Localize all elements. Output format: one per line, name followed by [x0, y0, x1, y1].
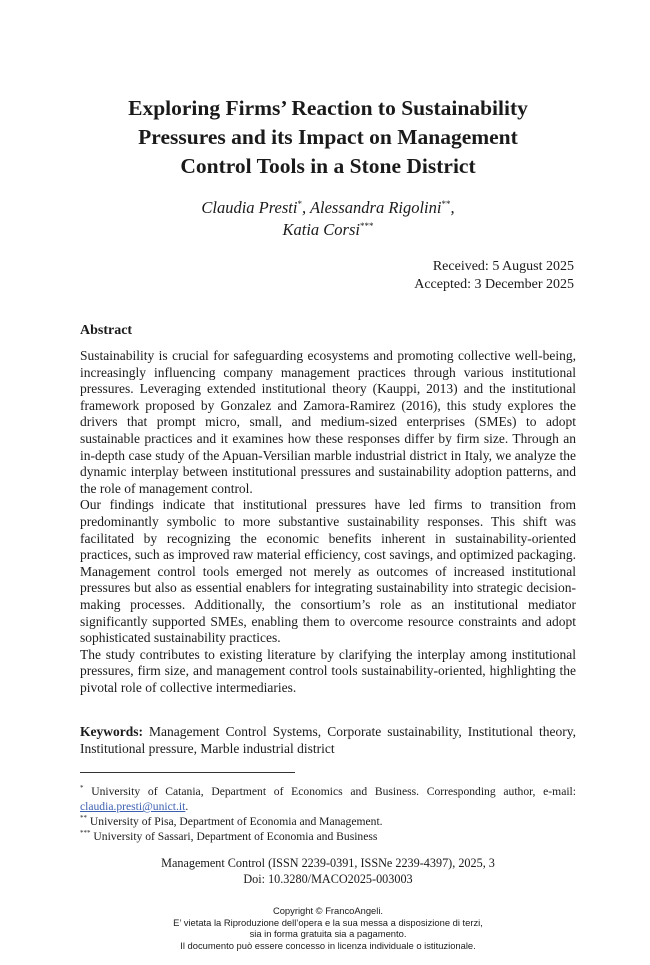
- author-list: [80, 197, 576, 241]
- abstract-body: [80, 348, 576, 696]
- abstract-paragraph: The study contributes to existing literature by clarifying the interplay among institutional pressures, firm size, and management control tools sustainability-oriented, highlighting the pivotal role of collective intermediaries.: [80, 646, 576, 695]
- author-affiliation-mark: **: [441, 199, 451, 209]
- article-title: [80, 94, 576, 181]
- author-line-1: [80, 197, 576, 219]
- journal-citation: [80, 855, 576, 887]
- footnote-text: University of Catania, Department of Economics and Business. Corresponding author, e-mail:: [83, 785, 576, 798]
- author-name: Alessandra Rigolini: [309, 198, 442, 217]
- keywords: [80, 724, 576, 757]
- footnote-1: [80, 784, 576, 814]
- abstract-paragraph: Sustainability is crucial for safeguarding ecosystems and promoting collective well-being, increasingly influencing company management practices through various institutional pressures. Leveraging extended institutional theory (Kauppi, 2013) and the institutional framework proposed by Gonzalez and Zamora-Ramirez (2016), this study explores the drivers that prompt micro, small, and medium-sized enterprises (SMEs) to adopt sustainable practices and it examines how these responses differ by firm size. Through an in-depth case study of the Apuan-Versilian marble industrial district in Italy, we analyze the dynamic interplay between institutional pressures and sustainability adoption patterns, and the role of management control.: [80, 348, 576, 496]
- copyright-line: Copyright © FrancoAngeli.: [272, 905, 384, 916]
- footnote-mark: *: [80, 784, 84, 792]
- abstract-heading: Abstract: [80, 323, 133, 338]
- author-name: Claudia Presti: [201, 198, 298, 217]
- title-line-1: Exploring Firms’ Reaction to Sustainability: [128, 96, 528, 120]
- author-affiliation-mark: ***: [359, 221, 374, 231]
- footnote-mark: ***: [80, 829, 91, 837]
- copyright-line: E’ vietata la Riproduzione dell’opera e la sua messa a disposizione di terzi,: [173, 916, 483, 928]
- footnotes: [80, 784, 576, 844]
- author-name: Katia Corsi: [282, 220, 360, 239]
- footnote-2: [80, 814, 576, 829]
- footnote-text: University of Sassari, Department of Economia and Business: [90, 830, 378, 843]
- footnote-text: University of Pisa, Department of Economia and Management.: [87, 815, 383, 828]
- doi: Doi: 10.3280/MACO2025-003003: [243, 872, 413, 886]
- publication-dates: [414, 258, 574, 294]
- footnote-divider: [80, 772, 295, 773]
- journal-info: Management Control (ISSN 2239-0391, ISSNe 2239-4397), 2025, 3: [161, 856, 495, 870]
- author-separator: ,: [301, 198, 310, 217]
- keywords-label: Keywords:: [80, 724, 143, 739]
- title-line-3: Control Tools in a Stone District: [180, 154, 476, 178]
- copyright-notice: [80, 905, 576, 951]
- author-line-2: [80, 219, 576, 241]
- author-separator: ,: [450, 198, 455, 217]
- copyright-line: sia in forma gratuita sia a pagamento.: [249, 928, 407, 940]
- author-affiliation-mark: *: [297, 199, 302, 209]
- keywords-text: Management Control Systems, Corporate sustainability, Institutional theory, Institutional pressure, Marble industrial district: [80, 724, 576, 756]
- accepted-date: Accepted: 3 December 2025: [414, 277, 574, 292]
- footnote-text-end: .: [185, 800, 189, 813]
- title-line-2: Pressures and its Impact on Management: [138, 125, 518, 149]
- received-date: Received: 5 August 2025: [432, 259, 574, 274]
- abstract-paragraph: Our findings indicate that institutional pressures have led firms to transition from predominantly symbolic to more substantive sustainability responses. This shift was facilitated by recognizing the economic benefits inherent in sustainability-oriented practices, such as improved raw material efficiency, cost savings, and optimized packaging. Management control tools emerged not merely as outcomes of increased institutional pressures but also as essential enablers for integrating sustainability into strategic decision-making processes. Additionally, the consortium’s role as an institutional mediator significantly supported SMEs, enabling them to overcome resource constraints and adopt sophisticated sustainability practices.: [80, 497, 576, 646]
- copyright-line: Il documento può essere concesso in licenza individuale o istituzionale.: [180, 939, 476, 951]
- author-email-link[interactable]: claudia.presti@unict.it: [80, 800, 186, 813]
- footnote-3: [80, 829, 576, 844]
- footnote-mark: **: [80, 814, 87, 822]
